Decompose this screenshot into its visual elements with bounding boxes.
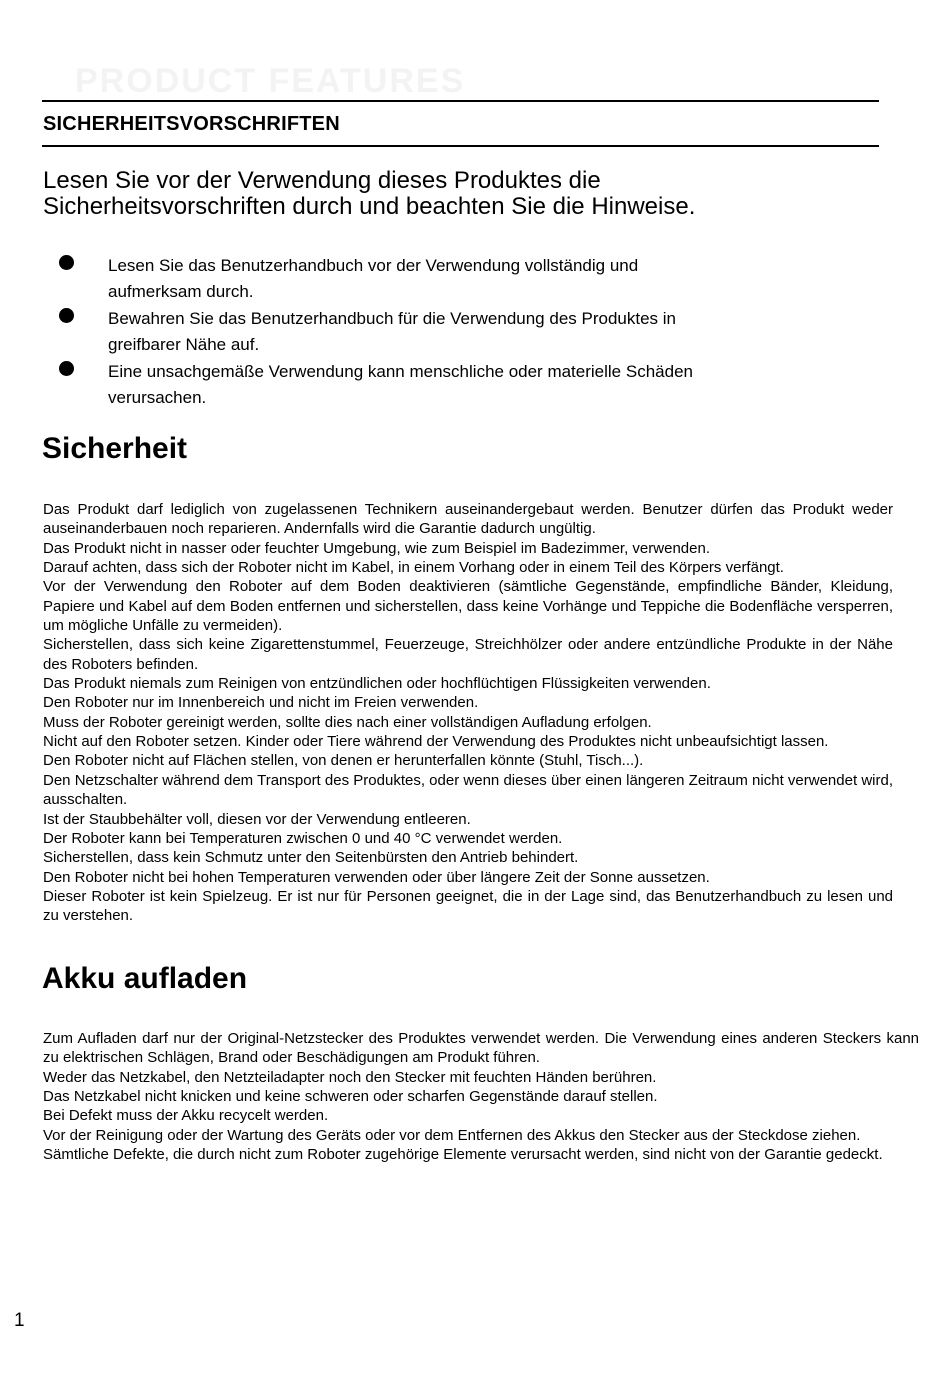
safety-paragraph: Sicherstellen, dass sich keine Zigarettenstummel, Feuerzeuge, Streichhölzer oder andere entzündliche Produkte in der Nähe des Roboters befinden. <box>43 636 893 673</box>
bullet-icon <box>59 361 74 376</box>
intro-text <box>43 168 903 220</box>
safety-paragraph: Sicherstellen, dass kein Schmutz unter den Seitenbürsten den Antrieb behindert. <box>43 849 579 867</box>
safety-paragraph: Das Produkt darf lediglich von zugelassenen Technikern auseinandergebaut werden. Benutzer dürfen das Produkt weder auseinanderbauen noch reparieren. Andernfalls wird die Garantie dadurch ungültig. <box>43 501 893 538</box>
watermark-text: PRODUCT FEATURES <box>75 62 466 100</box>
battery-paragraph: Weder das Netzkabel, den Netzteiladapter noch den Stecker mit feuchten Händen berühren. <box>43 1068 657 1086</box>
battery-paragraph: Sämtliche Defekte, die durch nicht zum Roboter zugehörige Elemente verursacht werden, sind nicht von der Garantie gedeckt. <box>43 1146 883 1164</box>
safety-paragraph: Der Roboter kann bei Temperaturen zwischen 0 und 40 °C verwendet werden. <box>43 829 563 847</box>
bullet-icon <box>59 255 74 270</box>
safety-paragraph: Darauf achten, dass sich der Roboter nicht im Kabel, in einem Vorhang oder in einem Teil des Körpers verfängt. <box>43 559 784 577</box>
safety-paragraph: Nicht auf den Roboter setzen. Kinder oder Tiere während der Verwendung des Produktes nicht unbeaufsichtigt lassen. <box>43 733 829 751</box>
heading-sicherheit: Sicherheit <box>42 432 188 465</box>
akku-body <box>43 1029 919 1164</box>
battery-paragraph: Das Netzkabel nicht knicken und keine schweren oder scharfen Gegenstände darauf stellen. <box>43 1088 658 1106</box>
safety-paragraph: Ist der Staubbehälter voll, diesen vor der Verwendung entleeren. <box>43 810 471 828</box>
sicherheit-body <box>43 500 893 926</box>
header-rule-bottom <box>42 145 879 147</box>
intro-line: Sicherheitsvorschriften durch und beachten Sie die Hinweise. <box>43 193 696 220</box>
bullet-item <box>58 253 778 305</box>
battery-paragraph: Vor der Reinigung oder der Wartung des Geräts oder vor dem Entfernen des Akkus den Stecker aus der Steckdose ziehen. <box>43 1126 861 1144</box>
safety-paragraph: Den Netzschalter während dem Transport des Produktes, oder wenn dieses über einen längeren Zeitraum nicht verwendet wird, ausschalten. <box>43 771 893 809</box>
safety-paragraph: Den Roboter nicht bei hohen Temperaturen verwenden oder über längere Zeit der Sonne aussetzen. <box>43 868 710 886</box>
bullet-text-line: verursachen. <box>108 388 207 407</box>
heading-akku-aufladen: Akku aufladen <box>42 962 248 995</box>
safety-paragraph: Dieser Roboter ist kein Spielzeug. Er ist nur für Personen geeignet, die in der Lage sind, das Benutzerhandbuch zu lesen und zu verstehen. <box>43 887 893 925</box>
safety-paragraph: Den Roboter nur im Innenbereich und nicht im Freien verwenden. <box>43 694 479 712</box>
safety-paragraph: Den Roboter nicht auf Flächen stellen, von denen er herunterfallen könnte (Stuhl, Tisch...). <box>43 752 644 770</box>
header-rule-top <box>42 100 879 102</box>
battery-paragraph: Zum Aufladen darf nur der Original-Netzstecker des Produktes verwendet werden. Die Verwendung eines anderen Steckers kann zu elektrischen Schlägen, Brand oder Beschädigungen am Produkt führen. <box>43 1030 919 1067</box>
bullet-icon <box>59 308 74 323</box>
section-title: SICHERHEITSVORSCHRIFTEN <box>43 113 340 135</box>
page-number: 1 <box>14 1310 25 1331</box>
bullet-item <box>58 306 778 358</box>
bullet-text-line: Bewahren Sie das Benutzerhandbuch für die Verwendung des Produktes in <box>108 309 676 328</box>
bullet-text-line: Lesen Sie das Benutzerhandbuch vor der Verwendung vollständig und <box>108 256 639 275</box>
intro-line: Lesen Sie vor der Verwendung dieses Produktes die <box>43 167 601 194</box>
bullet-text-line: Eine unsachgemäße Verwendung kann menschliche oder materielle Schäden <box>108 362 693 381</box>
bullet-text-line: greifbarer Nähe auf. <box>108 335 260 354</box>
bullet-item <box>58 359 778 411</box>
safety-paragraph: Vor der Verwendung den Roboter auf dem Boden deaktivieren (sämtliche Gegenstände, empfindliche Bänder, Kleidung, Papiere und Kabel auf dem Boden entfernen und sicherstellen, dass keine Vorhänge und Teppiche die Bodenfläche versperren, um mögliche Unfälle zu vermeiden). <box>43 578 893 635</box>
safety-paragraph: Muss der Roboter gereinigt werden, sollte dies nach einer vollständigen Aufladung erfolgen. <box>43 713 652 731</box>
safety-paragraph: Das Produkt niemals zum Reinigen von entzündlichen oder hochflüchtigen Flüssigkeiten verwenden. <box>43 675 711 693</box>
safety-paragraph: Das Produkt nicht in nasser oder feuchter Umgebung, wie zum Beispiel im Badezimmer, verwenden. <box>43 539 710 557</box>
bullet-text-line: aufmerksam durch. <box>108 282 254 301</box>
battery-paragraph: Bei Defekt muss der Akku recycelt werden. <box>43 1107 329 1125</box>
bullet-list <box>58 253 778 412</box>
